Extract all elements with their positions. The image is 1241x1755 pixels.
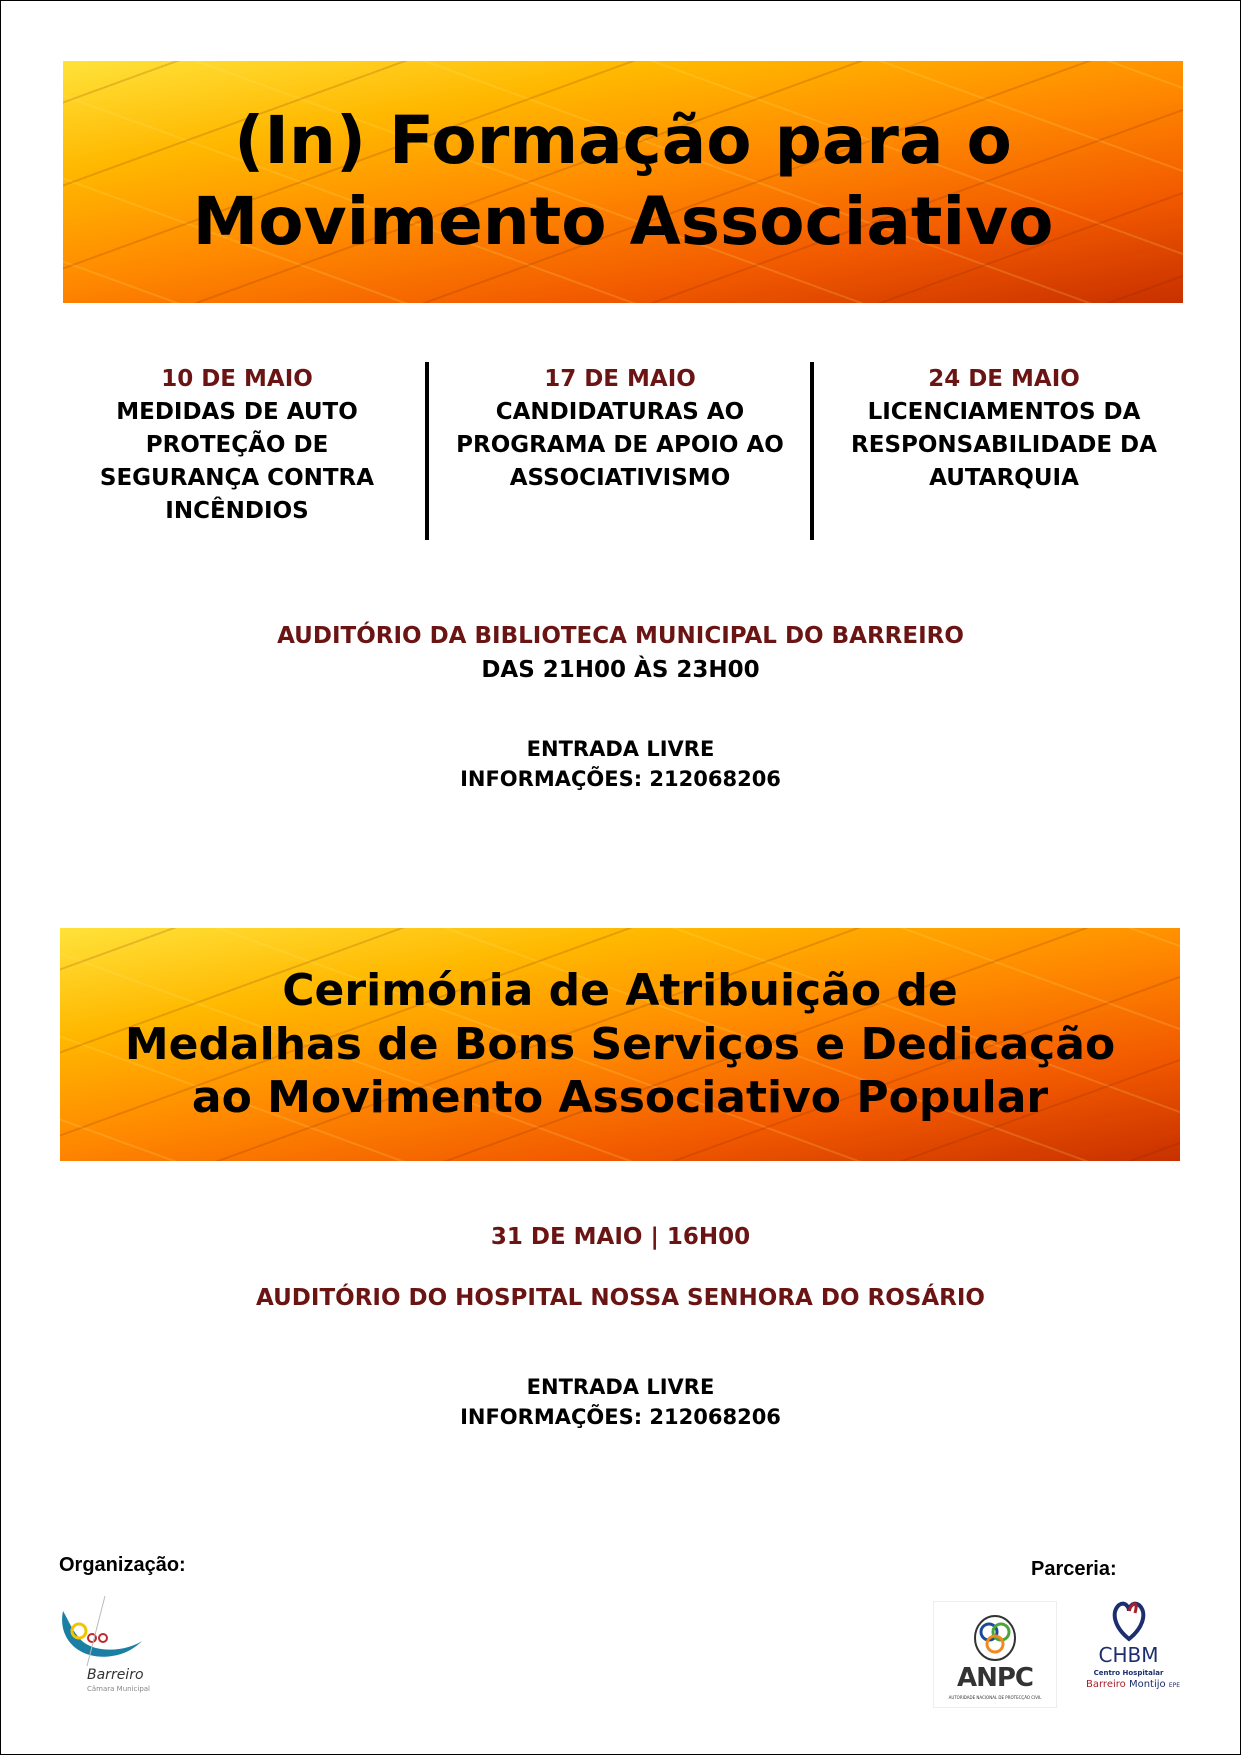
date-2: 31 DE MAIO | 16H00: [490, 1224, 751, 1250]
chbm-city-2: Montijo: [1128, 1679, 1166, 1690]
banner-title-line: Cerimónia de Atribuição de: [282, 964, 958, 1016]
chbm-suffix: EPE: [1168, 1682, 1181, 1689]
venue-1: AUDITÓRIO DA BIBLIOTECA MUNICIPAL DO BARREIRO: [277, 623, 964, 649]
session-date: 24 DE MAIO: [928, 366, 1080, 392]
chbm-logo-name: CHBM: [1098, 1643, 1159, 1667]
anpc-logo-name: ANPC: [956, 1663, 1034, 1693]
venue-2: AUDITÓRIO DO HOSPITAL NOSSA SENHORA DO ROSÁRIO: [256, 1285, 985, 1311]
banner-title-line: ao Movimento Associativo Popular: [191, 1072, 1049, 1124]
session-date: 17 DE MAIO: [544, 366, 696, 392]
session-3: [829, 363, 1179, 495]
info-1: INFORMAÇÕES: 212068206: [460, 767, 781, 791]
chbm-heart-icon: [1109, 1597, 1149, 1642]
divider: [810, 362, 814, 540]
banner-title-line: Movimento Associativo: [192, 183, 1054, 260]
session-topic: CANDIDATURAS AO PROGRAMA DE APOIO AO ASSOCIATIVISMO: [456, 399, 784, 491]
barreiro-logo-sub: Câmara Municipal: [87, 1685, 151, 1693]
barreiro-wave-icon: [57, 1596, 152, 1666]
banner-title-line: Medalhas de Bons Serviços e Dedicação: [124, 1018, 1116, 1070]
title-banner-cerimonia: [60, 928, 1180, 1161]
title-banner-formacao: [63, 61, 1183, 303]
time-1: DAS 21H00 ÀS 23H00: [481, 657, 760, 683]
barreiro-logo: [57, 1596, 152, 1706]
partnership-label: Parceria:: [1031, 1558, 1117, 1580]
divider: [425, 362, 429, 540]
session-1: [62, 363, 412, 528]
session-date: 10 DE MAIO: [161, 366, 313, 392]
anpc-logo: [933, 1601, 1057, 1708]
entry-2: ENTRADA LIVRE: [526, 1375, 715, 1399]
session-topic: LICENCIAMENTOS DA RESPONSABILIDADE DA AUTARQUIA: [851, 399, 1157, 491]
organization-label: Organização:: [59, 1554, 186, 1576]
chbm-logo-sub: Centro Hospitalar: [1093, 1669, 1164, 1677]
barreiro-logo-name: Barreiro: [87, 1667, 144, 1683]
chbm-city-1: Barreiro: [1086, 1679, 1126, 1690]
session-topic: MEDIDAS DE AUTO PROTEÇÃO DE SEGURANÇA CONTRA INCÊNDIOS: [99, 399, 375, 524]
info-2: INFORMAÇÕES: 212068206: [460, 1405, 781, 1429]
banner-title-line: (In) Formação para o: [234, 102, 1012, 180]
session-2: [445, 363, 795, 495]
chbm-logo: [1086, 1597, 1181, 1693]
anpc-rings-icon: [970, 1614, 1020, 1662]
anpc-logo-sub: AUTORIDADE NACIONAL DE PROTECÇÃO CIVIL: [948, 1695, 1042, 1700]
entry-1: ENTRADA LIVRE: [526, 737, 715, 761]
